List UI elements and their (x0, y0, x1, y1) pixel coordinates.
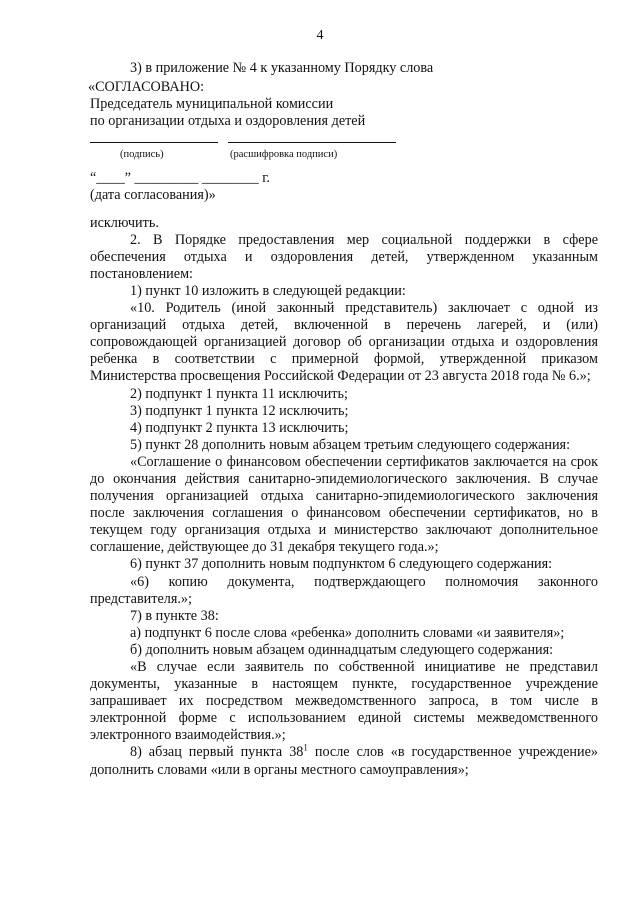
item-4: 4) подпункт 2 пункта 13 исключить; (130, 419, 349, 436)
item-1: 1) пункт 10 изложить в следующей редакции: (130, 282, 406, 299)
approval-stamp (90, 79, 598, 204)
signature-decode-line (228, 142, 396, 143)
paragraph-2: 2. В Порядке предоставления мер социальной поддержки в сфере обеспечения отдыха и оздоровления детей, утвержденном указанным постановлением: (90, 231, 598, 282)
paragraph-exclude: исключить. (90, 214, 159, 231)
page-number: 4 (316, 28, 324, 43)
item-1-text: «10. Родитель (иной законный представитель) заключает с одной из организаций отдыха детей, включенной в перечень лагерей, и (или) сопровождающей организацией договор об организации отдыха и оздоровления ребенка в соответствии с примерной формой, утвержденной приказом Министерства просвещения Российской Федерации от 23 августа 2018 года № 6.»; (90, 300, 598, 385)
item-8 (90, 744, 598, 778)
item-8-pre: 8) абзац первый пункта 38 (130, 744, 304, 761)
item-8-sup: 1 (303, 742, 308, 753)
signature-caption: (подпись) (120, 149, 164, 161)
signature-row (90, 136, 598, 170)
approval-date-caption: (дата согласования)» (90, 187, 216, 204)
item-6: 6) пункт 37 дополнить новым подпунктом 6 следующего содержания: (130, 556, 553, 573)
signature-line (90, 142, 218, 143)
item-5-text: «Соглашение о финансовом обеспечении сертификатов заключается на срок до окончания действия санитарно-эпидемиологического заключения. В случае получения организацией отдыха санитарно-эпидемиологического заключения после заключения соглашения о финансовом обеспечении сертификатов, но в текущем году организация отдыха и министерство заключают дополнительное соглашение, действующее до 31 декабря текущего года.»; (90, 453, 598, 556)
item-6-text: «6) копию документа, подтверждающего полномочия законного представителя.»; (90, 573, 598, 607)
item-2: 2) подпункт 1 пункта 11 исключить; (130, 385, 348, 402)
stamp-heading: «СОГЛАСОВАНО: (88, 79, 205, 96)
stamp-position: Председатель муниципальной комиссии (90, 96, 334, 113)
paragraph-intro: 3) в приложение № 4 к указанному Порядку слова (130, 60, 434, 76)
signature-decode-caption: (расшифровка подписи) (230, 149, 338, 161)
approval-date-line: “____” _________ ________ г. (90, 170, 270, 187)
item-3: 3) подпункт 1 пункта 12 исключить; (130, 402, 349, 419)
item-7: 7) в пункте 38: (130, 607, 219, 624)
item-7-text: «В случае если заявитель по собственной инициативе не представил документы, указанные в настоящем пункте, государственное учреждение запрашивает их посредством межведомственного запроса, в том числе в электронной форме с использованием единой системы межведомственного электронного взаимодействия.»; (90, 659, 598, 744)
item-7-a: а) подпункт 6 после слова «ребенка» дополнить словами «и заявителя»; (130, 624, 565, 641)
stamp-commission: по организации отдыха и оздоровления детей (90, 113, 366, 130)
document-body (90, 60, 598, 779)
item-5: 5) пункт 28 дополнить новым абзацем третьим следующего содержания: (130, 436, 571, 453)
item-8-post: после слов «в государственное учреждение» дополнить словами «или в органы местного самоуправления»; (90, 744, 598, 778)
item-7-b: б) дополнить новым абзацем одиннадцатым следующего содержания: (130, 641, 554, 658)
